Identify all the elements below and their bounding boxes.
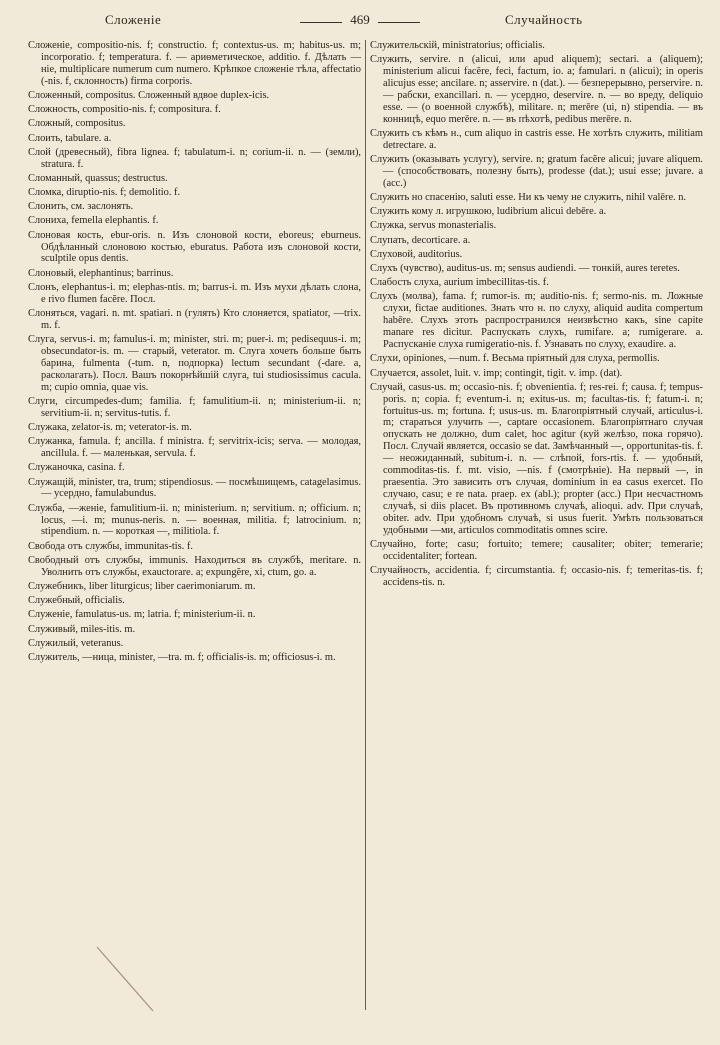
dictionary-entry: Слуга, servus-i. m; famulus-i. m; minister, stri. m; puer-i. m; pedisequus-i. m; obsecundator-is. m. — старый, veterator. m. Слуга хочеть больше быть барина, fulmenta (-tum. n, подпорка) lectum secundant (-dare. a, расколагать). Посл. Вашъ покорнѣйшій слуга, tui studiosissimus cacula. m; cupio omnia, quae vis. xyxy=(28,334,361,393)
dictionary-entry: Сломанный, quassus; destructus. xyxy=(28,172,168,184)
header-rule-left xyxy=(300,22,342,23)
header-left-guide-word: Сложеніе xyxy=(105,12,162,27)
dictionary-entry: Слуховой, auditorius. xyxy=(370,248,463,260)
dictionary-entry: Сложенный, compositus. Сложенный вдвое duplex-icis. xyxy=(28,89,270,101)
dictionary-entry: Слухъ (молва), fama. f; rumor-is. m; auditio-nis. f; sermo-nis. m. Ложные слухи, fictae auditiones. Знать что н. по слуху, aliquid audita compertum habēre. Слухъ этоть распространился неизвѣстно какъ, sine capite manare res dicitur. Распускать слухъ, rumifare. a; rumigerare. a. Распусканіе слуха rumigeratio-nis. f. Узнавать по слуху, exaudire. a. xyxy=(370,291,703,351)
left-column xyxy=(28,40,361,666)
dictionary-entry: Слабость слуха, aurium imbecillitas-tis. f. xyxy=(370,277,549,289)
dictionary-entry: Слухъ (чувство), auditus-us. m; sensus audiendi. — тонкій, aures teretes. xyxy=(370,263,680,275)
dictionary-entry: Слонъ, elephantus-i. m; elephas-ntis. m; barrus-i. m. Изъ мухи дѣлать слона, e rivo flumen facĕre. Посл. xyxy=(28,281,361,305)
dictionary-entry: Служить съ кѣмъ н., cum aliquo in castris esse. Не хотѣть служить, militiam detrectare. a. xyxy=(370,127,703,151)
dictionary-entry: Служеніе, famulatus-us. m; latria. f; ministerium-ii. n. xyxy=(28,609,256,621)
dictionary-entry: Сложный, compositus. xyxy=(28,118,126,130)
dictionary-entry: Служить, servire. n (alicui, или apud aliquem); sectari. a (aliquem); ministerium alicui facĕre, feci, factum, io. a; famulari. n (alicui); in operis alicujus esse; ancilare. n; asservire. n (dat.). — безперерывно, perservire. n. — рабски, exancillari. n. — усердно, deservire. n. — во вреду, deliquio esse. — (о военной службѣ), militare. n; merēre (ui, n) stipendia. — въ конницѣ, equo merēre. n. — въ пѣхотѣ, pedibus merēre. n. xyxy=(370,54,703,125)
page-number: 469 xyxy=(350,12,370,27)
dictionary-entry: Служка, servus monasterialis. xyxy=(370,220,497,232)
dictionary-entry: Служаночка, casina. f. xyxy=(28,462,125,474)
dictionary-entry: Слониха, femella elephantis. f. xyxy=(28,215,159,227)
dictionary-entry: Слуги, circumpedes-dum; familia. f; famulitium-ii. n; ministerium-ii. n; servitium-ii. n; servitus-tutis. f. xyxy=(28,395,361,419)
dictionary-entry: Слоняться, vagari. n. mt. spatiari. n (гулять) Кто слоняется, spatiator, —trix. m. f. xyxy=(28,307,361,331)
dictionary-entry: Служащій, minister, tra, trum; stipendiosus. — посмѣшищемъ, catagelasimus. — усердно, famulabundus. xyxy=(28,476,361,500)
dictionary-entry: Сложеніе, compositio-nis. f; constructio. f; contextus-us. m; habitus-us. m; incorporatio. f; temperatura. f. — ариѳметическое, additio. f. Дѣлать —ніе, multiplicare numerum cum numero. Крѣпкое сложеніе тѣла, affectatio (-nis. f, склонность) firma corporis. xyxy=(28,40,361,87)
dictionary-entry: Служить (оказывать услугу), servire. n; gratum facĕre alicui; juvare aliquem. — (способствовать, полезну быть), prodesse (dat.); usui esse; juvare. a (acc.) xyxy=(370,154,703,189)
dictionary-entry: Случай, casus-us. m; occasio-nis. f; obvenientia. f; res-rei. f; causa. f; tempus-poris. n; copia. f; eventum-i. n; exitus-us. m; facultas-tis. f; fatum-i. n; fortuitus-us. m; fortuna. f; usus-us. m. Благопріятный случай, articulus-i. m; стараться улучить —, captare occasionem. Благопріятнаго случая опускать не должно, dum calet, hoc agitur (куй желѣзо, пока горячо). Посл. Случай является, occasio se dat. Замѣчанный —, opportunitas-tis. f. — неожиданный, subitum-i. n. — слѣпой, fors-rtis. f. — удобный, commoditas-tis. f. mt. visio, —nis. f (смотрѣніе). На первый —, in praesentia. Это зависить отъ случая, dominium in ea casus exercet. По случаю, casu; e re nata. praep. ex (abl.); propter (acc.) При несчастномъ случаѣ, si diis placet. Въ противномъ случаѣ, alioqui. adv. При случаѣ, obiter. adv. При удобномъ случаѣ, si usus fuerit. Умѣть пользоваться удобными —ми, articulos commoditatis omnes scire. xyxy=(370,381,703,536)
dictionary-entry: Служить кому л. игрушкою, ludibrium alicui debēre. a. xyxy=(370,206,607,218)
header-rule-right xyxy=(378,22,420,23)
column-divider xyxy=(365,40,366,1010)
right-column xyxy=(370,40,703,591)
dictionary-entry: Свободный отъ службы, immunis. Находиться въ службѣ, meritare. n. Уволнить отъ службы, exauctorare. a; expungĕre, xi, ctum, go. a. xyxy=(28,554,361,578)
dictionary-entry: Служба, —женіе, famulitium-ii. n; ministerium. n; servitium. n; officium. n; locus, —i. m; munus-neris. n. — военная, militia. f; latrocinium. n; stipendium. n. — короткая —, militiola. f. xyxy=(28,502,361,538)
header-right-guide-word: Случайность xyxy=(505,12,583,27)
dictionary-entry: Служитель, —ница, minister, —tra. m. f; officialis-is. m; officiosus-i. m. xyxy=(28,652,336,663)
pencil-mark xyxy=(95,945,155,1015)
dictionary-entry: Слоить, tabulare. a. xyxy=(28,132,112,144)
dictionary-entry: Свобода отъ службы, immunitas-tis. f. xyxy=(28,540,193,552)
dictionary-entry: Служака, zelator-is. m; veterator-is. m. xyxy=(28,422,192,434)
dictionary-entry: Случается, assolet, luit. v. imp; contingit, tigit. v. imp. (dat). xyxy=(370,367,623,379)
dictionary-entry: Слонить, см. заслонять. xyxy=(28,201,134,213)
dictionary-entry: Служебникъ, liber liturgicus; liber caerimoniarum. m. xyxy=(28,580,256,592)
dictionary-entry: Слухи, opiniones, —num. f. Весьма пріятный для слуха, permollis. xyxy=(370,353,660,365)
dictionary-entry: Служительскій, ministratorius; officialis. xyxy=(370,40,545,51)
dictionary-entry: Служебный, officialis. xyxy=(28,595,125,607)
dictionary-entry: Слоновый, elephantinus; barrinus. xyxy=(28,267,174,279)
dictionary-entry: Служивый, miles-itis. m. xyxy=(28,623,136,635)
dictionary-entry: Слупать, decorticare. a. xyxy=(370,234,471,246)
dictionary-entry: Случайность, accidentia. f; circumstantia. f; occasio-nis. f; temeritas-tis. f; accidens-tis. n. xyxy=(370,564,703,588)
dictionary-entry: Сломка, diruptio-nis. f; demolitio. f. xyxy=(28,187,181,199)
dictionary-entry: Случайно, forte; casu; fortuito; temere; causaliter; obiter; temerarie; occidentaliter; fortean. xyxy=(370,538,703,562)
dictionary-entry: Сложность, compositio-nis. f; compositura. f. xyxy=(28,104,221,116)
dictionary-entry: Служить но спасенію, saluti esse. Ни къ чему не служить, nihil valēre. n. xyxy=(370,192,687,204)
dictionary-entry: Слой (древесный), fibra lignea. f; tabulatum-i. n; corium-ii. n. — (земли), stratura. f. xyxy=(28,146,361,170)
dictionary-entry: Слоновая кость, ebur-oris. n. Изъ слоновой кости, eboreus; eburneus. Обдѣланный слоновою костью, eburatus. Работа изъ слоновой кости, sculptile opus dentis. xyxy=(28,229,361,265)
dictionary-entry: Служилый, veteranus. xyxy=(28,637,124,649)
dictionary-entry: Служанка, famula. f; ancilla. f ministra. f; servitrix-icis; serva. — молодая, ancillula. f. — маленькая, servula. f. xyxy=(28,436,361,460)
